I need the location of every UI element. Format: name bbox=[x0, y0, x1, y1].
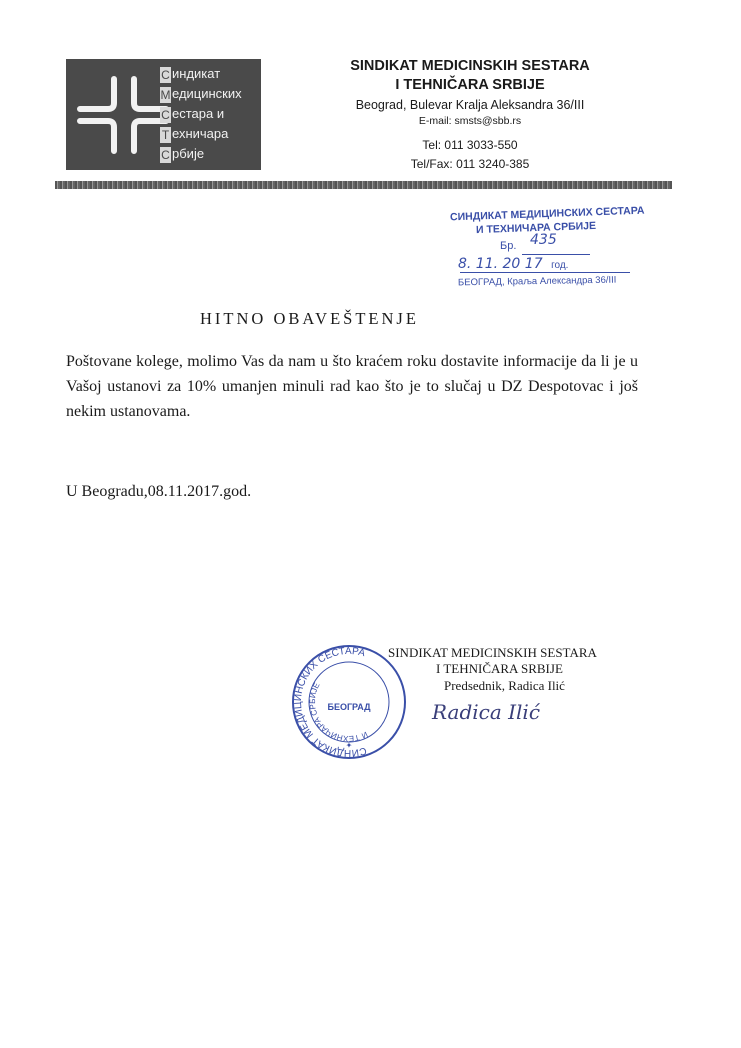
registry-stamp-address: БЕОГРАД, Краља Александра 36/III bbox=[457, 274, 617, 289]
logo-line bbox=[160, 84, 260, 104]
logo-line bbox=[160, 144, 260, 164]
registry-date: 8. 11. 20 17 bbox=[458, 256, 543, 272]
svg-text:✦: ✦ bbox=[345, 741, 353, 750]
round-seal bbox=[290, 644, 408, 760]
seal-inner-text: И ТЕХНИЧАРА СРБИЈЕ bbox=[307, 681, 370, 744]
org-name-line1: SINDIKAT MEDICINSKIH SESTARA bbox=[350, 58, 590, 74]
document-body: Poštovane kolege, molimo Vas da nam u što kraćem roku dostavite informacije da li je u Vašoj ustanovi za 10% umanjen minuli rad kao što je to slučaj u DZ Despotovac i još nekim ustanovama. bbox=[66, 353, 638, 420]
document-title: HITNO OBAVEŠTENJE bbox=[200, 309, 419, 328]
signature-org-line1: SINDIKAT MEDICINSKIH SESTARA bbox=[388, 645, 597, 660]
registry-date-underline bbox=[460, 272, 630, 273]
place-and-date: U Beogradu,08.11.2017.god. bbox=[66, 483, 252, 500]
logo-initial: С bbox=[161, 147, 170, 162]
signature-org-line2: I TEHNIČARA SRBIJE bbox=[436, 661, 563, 676]
logo-initial: С bbox=[161, 107, 170, 122]
org-email: E-mail: smsts@sbb.rs bbox=[418, 115, 522, 127]
org-address: Beograd, Bulevar Kralja Aleksandra 36/III bbox=[355, 98, 585, 112]
registry-number-label: Бр. bbox=[500, 240, 517, 252]
registry-date-value bbox=[458, 256, 568, 272]
logo-line bbox=[160, 64, 260, 84]
letterhead-divider bbox=[55, 181, 672, 189]
logo-word: ехничара bbox=[172, 126, 229, 141]
registry-number-underline bbox=[522, 254, 590, 255]
registry-stamp-line2: И ТЕХНИЧАРА СРБИЈЕ bbox=[475, 219, 597, 237]
org-fax: Tel/Fax: 011 3240-385 bbox=[410, 157, 530, 171]
logo-line bbox=[160, 124, 260, 144]
logo-initial: С bbox=[161, 67, 170, 82]
registry-number-value: 435 bbox=[530, 232, 557, 248]
registry-stamp-line1: СИНДИКАТ МЕДИЦИНСКИХ СЕСТАРА bbox=[449, 204, 645, 224]
seal-outer-text: СИНДИКАТ МЕДИЦИНСКИХ СЕСТАРА bbox=[292, 645, 368, 759]
logo-word: рбије bbox=[172, 146, 205, 161]
logo-initial: М bbox=[160, 87, 171, 102]
org-name-line2: I TEHNIČARA SRBIJE bbox=[395, 77, 545, 93]
logo-text bbox=[160, 64, 260, 164]
seal-center-text: БЕОГРАД bbox=[327, 702, 371, 712]
logo-word: индикат bbox=[172, 66, 221, 81]
logo-line bbox=[160, 104, 260, 124]
handwritten-signature: Radica Ilić bbox=[432, 700, 541, 724]
org-phone: Tel: 011 3033-550 bbox=[422, 138, 518, 152]
logo-word: естара и bbox=[172, 106, 225, 121]
registry-date-suffix: год. bbox=[551, 260, 569, 271]
signatory-title: Predsednik, Radica Ilić bbox=[444, 678, 565, 693]
logo-word: едицинских bbox=[172, 86, 242, 101]
logo-initial: Т bbox=[161, 127, 170, 142]
seal-star-icon bbox=[346, 741, 353, 750]
